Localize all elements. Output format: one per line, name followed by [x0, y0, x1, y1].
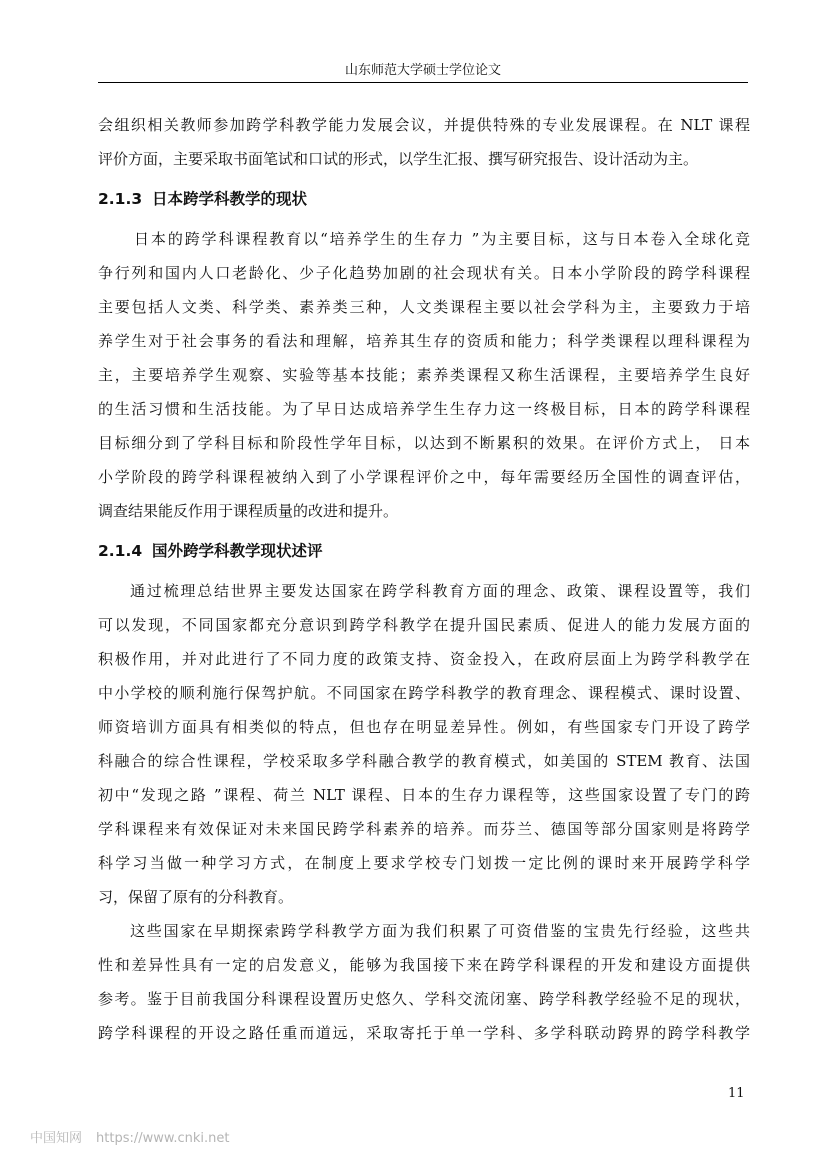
paragraph-review-1: [98, 574, 750, 914]
watermark-url: https://www.cnki.net: [96, 1131, 230, 1146]
body-text: [98, 108, 750, 1050]
paragraph-intro-continued: [98, 108, 750, 176]
text-line: 通过梳理总结世界主要发达国家在跨学科教育方面的理念、政策、课程设置等，我们: [130, 582, 750, 600]
text-line: 小学阶段的跨学科课程被纳入到了小学课程评价之中，每年需要经历全国性的调查评估，: [98, 468, 750, 486]
paragraph-review-2: [98, 914, 750, 1050]
text-line: 养学生对于社会事务的看法和理解，培养其生存的资质和能力；科学类课程以理科课程为: [98, 332, 750, 350]
text-line: 性和差异性具有一定的启发意义，能够为我国接下来在跨学科课程的开发和建设方面提供: [98, 956, 750, 974]
running-header-title: 山东师范大学硕士学位论文: [344, 63, 501, 78]
section-number: 2.1.4: [98, 542, 143, 560]
section-number: 2.1.3: [98, 190, 143, 208]
running-header: [98, 62, 748, 83]
section-title: 日本跨学科教学的现状: [152, 190, 308, 208]
text-line: 主要包括人文类、科学类、素养类三种，人文类课程主要以社会学科为主，主要致力于培: [98, 298, 750, 316]
text-line: 初中“发现之路 ”课程、荷兰 NLT 课程、日本的生存力课程等，这些国家设置了专门的跨: [98, 786, 750, 804]
text-line: 师资培训方面具有相类似的特点，但也存在明显差异性。例如，有些国家专门开设了跨学: [98, 718, 750, 736]
page-number: 11: [728, 1086, 745, 1101]
text-line: 争行列和国内人口老龄化、少子化趋势加剧的社会现状有关。日本小学阶段的跨学科课程: [98, 264, 750, 282]
text-line: 中小学校的顺利施行保驾护航。不同国家在跨学科教学的教育理念、课程模式、课时设置、: [98, 684, 750, 702]
text-line: 科学习当做一种学习方式，在制度上要求学校专门划拨一定比例的课时来开展跨学科学: [98, 854, 750, 872]
text-line: 的生活习惯和生活技能。为了早日达成培养学生生存力这一终极目标，日本的跨学科课程: [98, 400, 750, 418]
text-line: 参考。鉴于目前我国分科课程设置历史悠久、学科交流闭塞、跨学科教学经验不足的现状，: [98, 990, 750, 1008]
text-line: 可以发现，不同国家都充分意识到跨学科教学在提升国民素质、促进人的能力发展方面的: [98, 616, 750, 634]
text-line: 会组织相关教师参加跨学科教学能力发展会议，并提供特殊的专业发展课程。在 NLT 课程: [98, 116, 750, 134]
section-title: 国外跨学科教学现状述评: [152, 542, 323, 560]
section-heading-2-1-3: [98, 176, 750, 222]
cnki-watermark: [30, 1127, 229, 1146]
text-line: 调查结果能反作用于课程质量的改进和提升。: [98, 502, 399, 520]
text-line: 学科课程来有效保证对未来国民跨学科素养的培养。而芬兰、德国等部分国家则是将跨学: [98, 820, 750, 838]
text-line: 跨学科课程的开设之路任重而道远，采取寄托于单一学科、多学科联动跨界的跨学科教学: [98, 1024, 750, 1042]
text-line: 科融合的综合性课程，学校采取多学科融合教学的教育模式，如美国的 STEM 教育、法国: [98, 752, 750, 770]
section-heading-2-1-4: [98, 528, 750, 574]
text-line: 积极作用，并对此进行了不同力度的政策支持、资金投入，在政府层面上为跨学科教学在: [98, 650, 750, 668]
paragraph-japan: [98, 222, 750, 528]
watermark-brand: 中国知网: [30, 1131, 83, 1146]
text-line: 日本的跨学科课程教育以“培养学生的生存力 ”为主要目标，这与日本卷入全球化竞: [134, 230, 750, 248]
text-line: 目标细分到了学科目标和阶段性学年目标，以达到不断累积的效果。在评价方式上， 日本: [98, 434, 750, 452]
text-line: 习，保留了原有的分科教育。: [98, 888, 294, 906]
text-line: 主，主要培养学生观察、实验等基本技能；素养类课程又称生活课程，主要培养学生良好: [98, 366, 750, 384]
text-line: 这些国家在早期探索跨学科教学方面为我们积累了可资借鉴的宝贵先行经验，这些共: [130, 922, 750, 940]
text-line: 评价方面，主要采取书面笔试和口试的形式，以学生汇报、撰写研究报告、设计活动为主。: [98, 150, 699, 168]
